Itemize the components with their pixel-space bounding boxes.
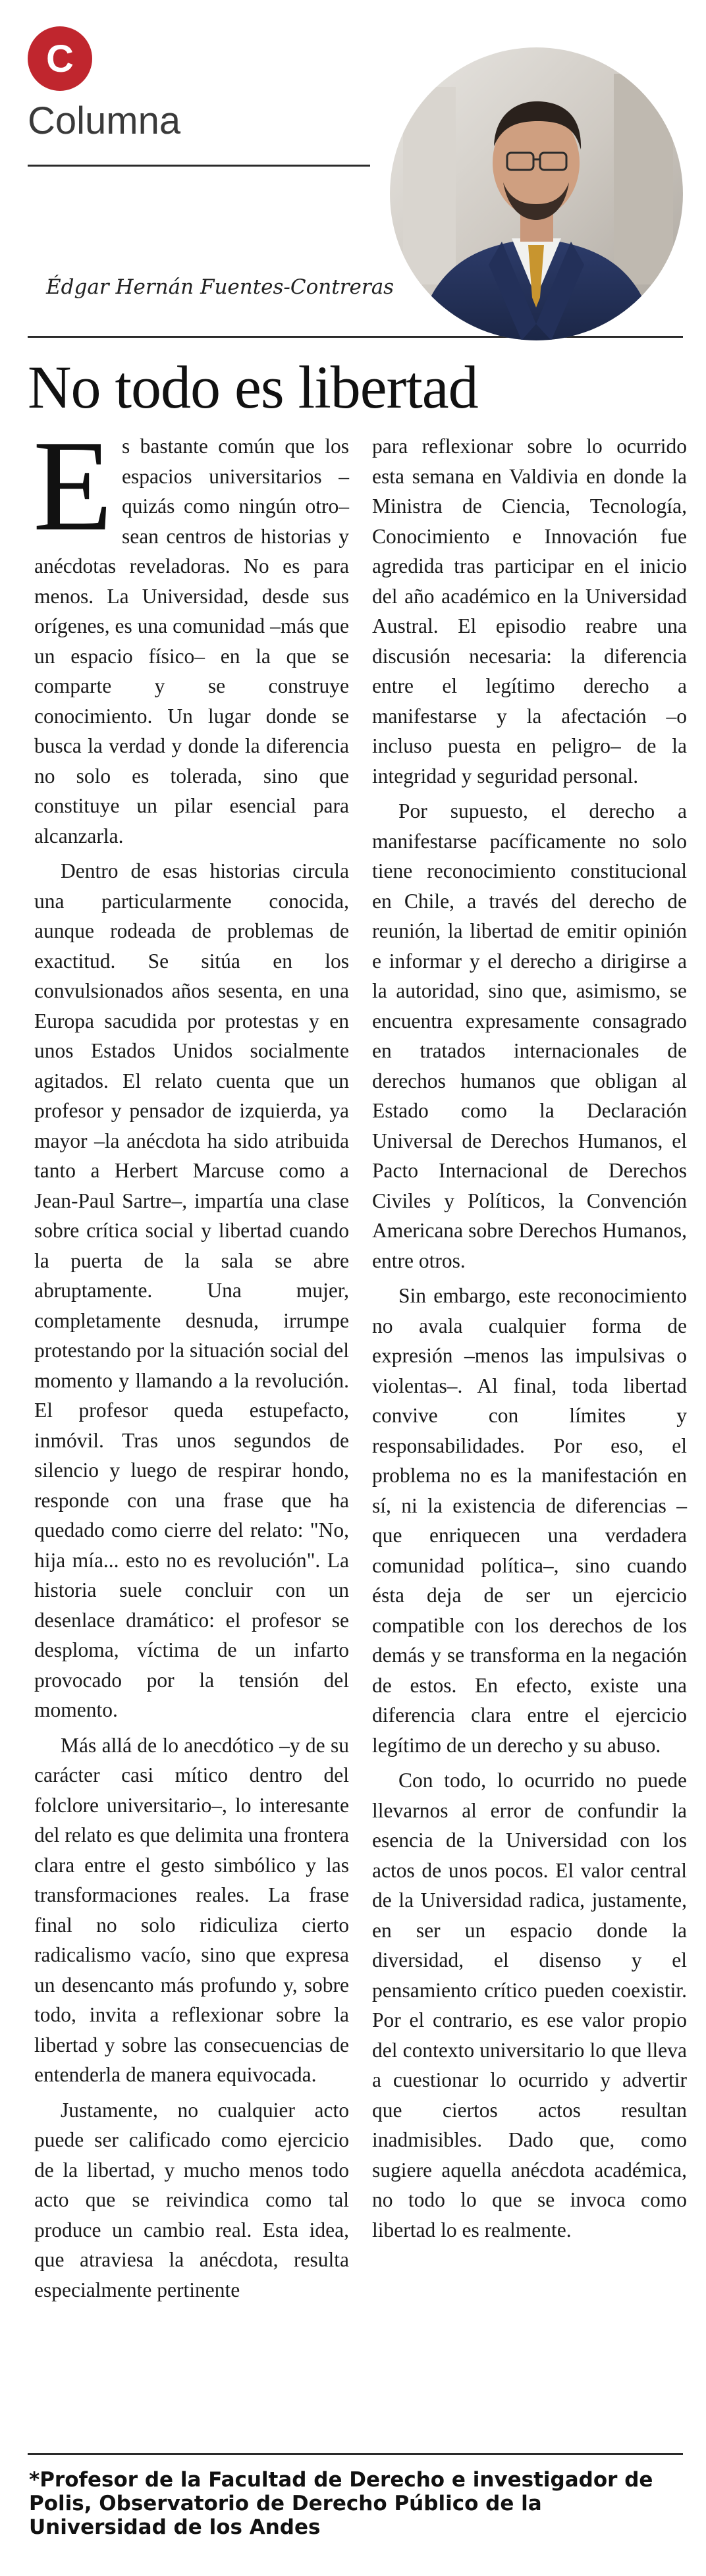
paragraph-7: Sin embargo, este reconocimiento no avala cualquier forma de expresión –menos las impulsivas o violentas–. Al final, toda libertad convive con límites y responsabilidades. Por eso, el problema no es la manifestación en sí, ni la existencia de diferencias –que enriquecen una verdadera comunidad política–, sino cuando ésta deja de ser un ejercicio compatible con los derechos de los demás y se transforma en la negación de estos. En efecto, existe una diferencia clara entre el ejercicio legítimo de un derecho y su abuso. <box>372 1284 687 1757</box>
paragraph-4: Justamente, no cualquier acto puede ser calificado como ejercicio de la libertad, y mucho menos todo acto que se reivindica como tal produce un cambio real. Esta idea, que atraviesa la anécdota, resulta especialmente pertinente <box>34 2098 349 2301</box>
footnote-divider <box>28 2453 683 2455</box>
column-badge <box>28 26 92 91</box>
paragraph-8: Con todo, lo ocurrido no puede llevarnos al error de confundir la esencia de la Universidad con los actos de unos pocos. El valor central de la Universidad radica, justamente, en ser un espacio donde la diversidad, el disenso y el pensamiento crítico pueden coexistir. Por el contrario, es ese valor propio del contexto universitario lo que lleva a cuestionar lo ocurrido y advertir que ciertos actos resultan inadmisibles. Dado que, como sugiere aquella anécdota académica, no todo lo que se invoca como libertad lo es realmente. <box>372 1769 687 2241</box>
article-column-right <box>372 431 687 2250</box>
drop-cap: E <box>33 414 113 558</box>
author-byline: Édgar Hernán Fuentes-Contreras <box>46 275 394 299</box>
paragraph-6: Por supuesto, el derecho a manifestarse pacíficamente no solo tiene reconocimiento constitucional en Chile, a través del derecho de reunión, la libertad de emitir opinión e informar y el derecho a dirigirse a la autoridad, sino que, asimismo, se encuentra expresamente consagrado en tratados internacionales de derechos humanos que obligan al Estado como la Declaración Universal de Derechos Humanos, el Pacto Internacional de Derechos Civiles y Políticos, la Convención Americana sobre Derechos Humanos, entre otros. <box>372 799 687 1272</box>
author-footnote: *Profesor de la Facultad de Derecho e investigador de Polis, Observatorio de Derecho Público de la Universidad de los Andes <box>29 2468 653 2539</box>
paragraph-1 <box>33 414 349 851</box>
paragraph-1-text: s bastante común que los espacios universitarios –quizás como ningún otro– sean centros de historias y anécdotas reveladoras. No es para menos. La Universidad, desde sus orígenes, es una comunidad –más que un espacio físico– en la que se comparte y se construye conocimiento. Un lugar donde se busca la verdad y donde la diferencia no solo es tolerada, sino que constituye un pilar esencial para alcanzarla. <box>34 435 349 847</box>
paragraph-2: Dentro de esas historias circula una particularmente conocida, aunque rodeada de problemas de exactitud. Se sitúa en los convulsionados años sesenta, en una Europa sacudida por protestas y en unos Estados Unidos socialmente agitados. El relato cuenta que un profesor y pensador de izquierda, ya mayor –la anécdota ha sido atribuida tanto a Herbert Marcuse como a Jean-Paul Sartre–, impartía una clase sobre crítica social y libertad cuando la puerta de la sala se abre abruptamente. Una mujer, completamente desnuda, irrumpe protestando por la situación social del momento y llamando a la revolución. El profesor queda estupefacto, inmóvil. Tras unos segundos de silencio y luego de respirar hondo, responde con una frase que ha quedado como cierre del relato: "No, hija mía... esto no es revolución". La historia suele concluir con un desenlace dramático: el profesor se desploma, víctima de un infarto provocado por la tensión del momento. <box>34 859 349 1721</box>
section-divider <box>28 165 370 167</box>
column-badge-letter: C <box>46 37 74 80</box>
author-photo <box>390 47 683 340</box>
header-divider <box>28 336 683 338</box>
section-label: Columna <box>28 99 181 142</box>
paragraph-5: para reflexionar sobre lo ocurrido esta semana en Valdivia en donde la Ministra de Ciencia, Tecnología, Conocimiento e Innovación fue agredida tras participar en el inicio del año académico en la Universidad Austral. El episodio reabre una discusión necesaria: la diferencia entre el legítimo derecho a manifestarse y la afectación –o incluso puesta en peligro– de la integridad y seguridad personal. <box>372 435 687 788</box>
headline: No todo es libertad <box>28 354 478 421</box>
paragraph-3: Más allá de lo anecdótico –y de su carácter casi mítico dentro del folclore universitario–, lo interesante del relato es que delimita una frontera clara entre el gesto simbólico y las transformaciones reales. La frase final no solo ridiculiza cierto radicalismo vacío, sino que expresa un desencanto más profundo y, sobre todo, invita a reflexionar sobre la libertad y sobre las consecuencias de entenderla de manera equivocada. <box>34 1733 349 2086</box>
article-column-left <box>33 414 349 2310</box>
